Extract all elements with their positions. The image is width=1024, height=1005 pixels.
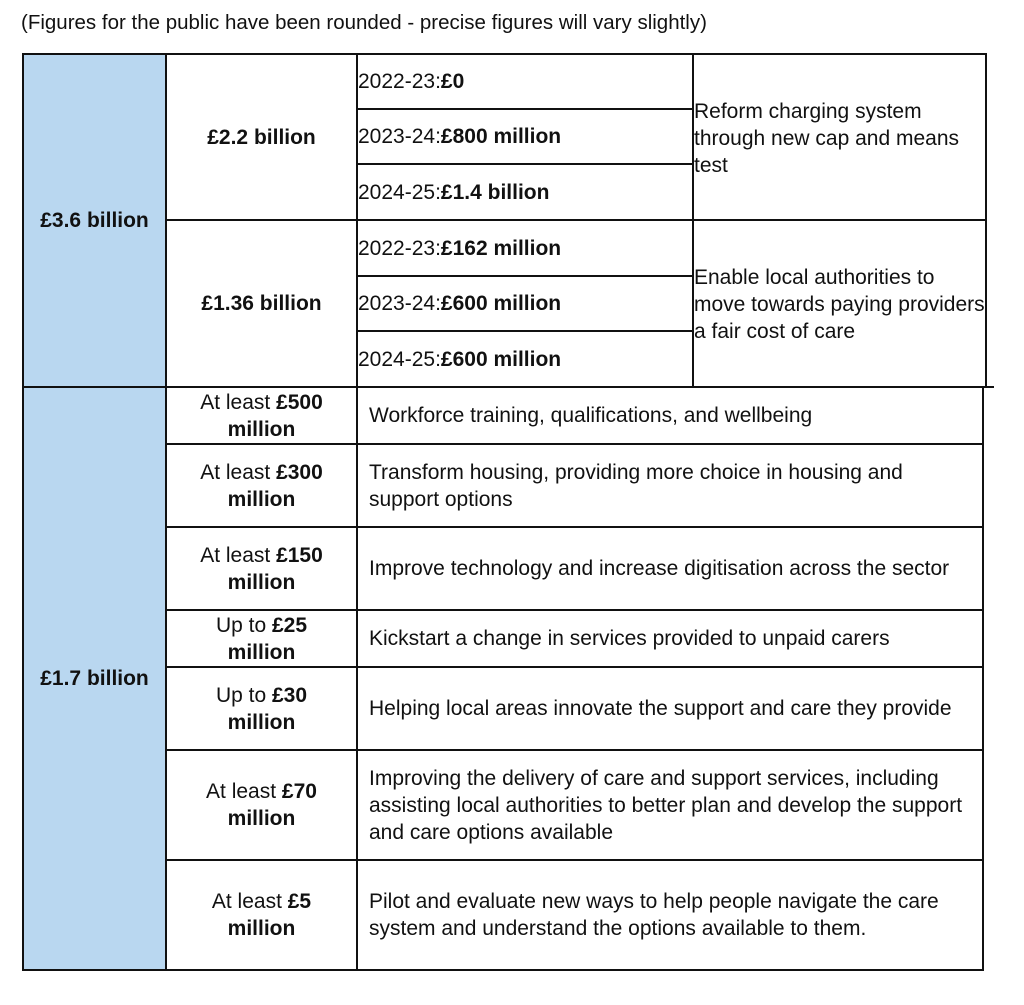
part-purpose-cell bbox=[693, 220, 986, 387]
row-rule bbox=[356, 330, 693, 332]
part-amount-cell bbox=[166, 54, 357, 220]
row-rule bbox=[165, 666, 984, 668]
fund-purpose: Pilot and evaluate new ways to help people navigate the care system and understand the options available to them. bbox=[369, 890, 939, 940]
fund-amount-unit: million bbox=[227, 640, 296, 664]
part-amount-cell bbox=[166, 220, 357, 387]
fund-amount-unit: million bbox=[227, 807, 296, 830]
year-label: 2024-25: bbox=[358, 180, 441, 204]
row-rule bbox=[22, 386, 994, 388]
part-purpose: Enable local authorities to move towards paying providers a fair cost of care bbox=[694, 266, 985, 343]
year-value: £1.4 billion bbox=[440, 180, 550, 204]
fund-purpose-cell bbox=[357, 860, 983, 970]
fund-purpose: Improving the delivery of care and support services, including assisting local authorities to better plan and develop the support and care options available bbox=[369, 766, 963, 844]
fund-purpose-cell bbox=[357, 444, 983, 527]
fund-amount-prefix: At least bbox=[200, 543, 277, 567]
fund-amount-cell bbox=[166, 527, 357, 610]
year-cell bbox=[357, 109, 693, 164]
fund-amount-prefix: At least bbox=[200, 460, 277, 484]
year-label: 2023-24: bbox=[358, 292, 441, 315]
fund-purpose: Improve technology and increase digitisation across the sector bbox=[369, 557, 950, 580]
fund-amount-unit: million bbox=[227, 570, 296, 594]
year-cell bbox=[357, 331, 693, 387]
year-value: £600 million bbox=[440, 347, 562, 371]
part-purpose-cell bbox=[693, 54, 986, 220]
fund-amount-cell bbox=[166, 610, 357, 667]
fund-amount-cell bbox=[166, 860, 357, 970]
column-rule bbox=[165, 53, 167, 971]
fund-amount-prefix: At least bbox=[211, 890, 288, 913]
fund-purpose-cell bbox=[357, 667, 983, 750]
group-total-cell bbox=[23, 54, 166, 387]
fund-amount-prefix: At least bbox=[206, 780, 282, 803]
table-border bbox=[22, 53, 24, 971]
rounding-note: (Figures for the public have been rounded - precise figures will vary slightly) bbox=[21, 11, 707, 34]
table-border bbox=[982, 387, 984, 971]
part-amount: £2.2 billion bbox=[207, 125, 316, 149]
year-cell bbox=[357, 276, 693, 331]
fund-amount-cell bbox=[166, 387, 357, 444]
year-value: £162 million bbox=[440, 236, 562, 260]
row-rule bbox=[165, 859, 984, 861]
fund-purpose: Kickstart a change in services provided to unpaid carers bbox=[369, 627, 890, 650]
group-total-cell bbox=[23, 387, 166, 970]
fund-amount-unit: million bbox=[227, 487, 296, 511]
year-value: £600 million bbox=[440, 292, 562, 315]
group-total: £1.7 billion bbox=[40, 667, 149, 690]
fund-purpose: Workforce training, qualifications, and wellbeing bbox=[369, 404, 813, 427]
fund-amount bbox=[200, 542, 323, 596]
fund-amount bbox=[212, 888, 311, 942]
fund-amount-cell bbox=[166, 667, 357, 750]
fund-amount-value: £500 bbox=[276, 390, 323, 414]
row-rule bbox=[165, 526, 984, 528]
row-rule bbox=[356, 275, 693, 277]
year-cell bbox=[357, 220, 693, 276]
fund-amount bbox=[216, 682, 307, 736]
fund-amount bbox=[200, 459, 323, 513]
fund-purpose-cell bbox=[357, 610, 983, 667]
fund-amount-unit: million bbox=[227, 710, 296, 734]
fund-purpose-cell bbox=[357, 387, 983, 444]
fund-amount-cell bbox=[166, 444, 357, 527]
row-rule bbox=[165, 219, 986, 221]
fund-amount bbox=[216, 612, 307, 666]
group-total: £3.6 billion bbox=[40, 209, 149, 232]
row-rule bbox=[165, 749, 984, 751]
fund-amount-value: £300 bbox=[276, 460, 323, 484]
year-label: 2024-25: bbox=[358, 347, 441, 371]
year-cell bbox=[357, 54, 693, 109]
fund-purpose-cell bbox=[357, 527, 983, 610]
fund-amount-unit: million bbox=[227, 917, 296, 940]
fund-purpose: Transform housing, providing more choice in housing and support options bbox=[369, 460, 903, 511]
fund-amount-cell bbox=[166, 750, 357, 860]
year-label: 2023-24: bbox=[358, 125, 441, 148]
row-rule bbox=[356, 163, 693, 165]
row-rule bbox=[165, 443, 984, 445]
year-label: 2022-23: bbox=[358, 70, 441, 93]
fund-amount-value: £25 bbox=[271, 613, 308, 637]
fund-amount-prefix: At least bbox=[200, 390, 277, 414]
fund-amount-value: £30 bbox=[271, 683, 308, 707]
row-rule bbox=[356, 108, 693, 110]
fund-amount-unit: million bbox=[227, 417, 296, 441]
fund-amount bbox=[206, 778, 317, 832]
fund-amount-value: £70 bbox=[281, 780, 317, 803]
fund-amount bbox=[200, 389, 323, 443]
part-amount: £1.36 billion bbox=[201, 292, 322, 315]
year-cell bbox=[357, 164, 693, 220]
fund-amount-value: £5 bbox=[287, 890, 312, 913]
row-rule bbox=[165, 609, 984, 611]
year-label: 2022-23: bbox=[358, 236, 441, 260]
column-rule bbox=[356, 53, 358, 971]
year-value: £0 bbox=[440, 70, 465, 93]
fund-amount-value: £150 bbox=[276, 543, 323, 567]
fund-purpose-cell bbox=[357, 750, 983, 860]
year-value: £800 million bbox=[440, 125, 562, 148]
part-purpose: Reform charging system through new cap and means test bbox=[694, 100, 960, 177]
fund-purpose: Helping local areas innovate the support and care they provide bbox=[369, 697, 952, 720]
fund-amount-prefix: Up to bbox=[215, 683, 272, 707]
fund-amount-prefix: Up to bbox=[215, 613, 272, 637]
